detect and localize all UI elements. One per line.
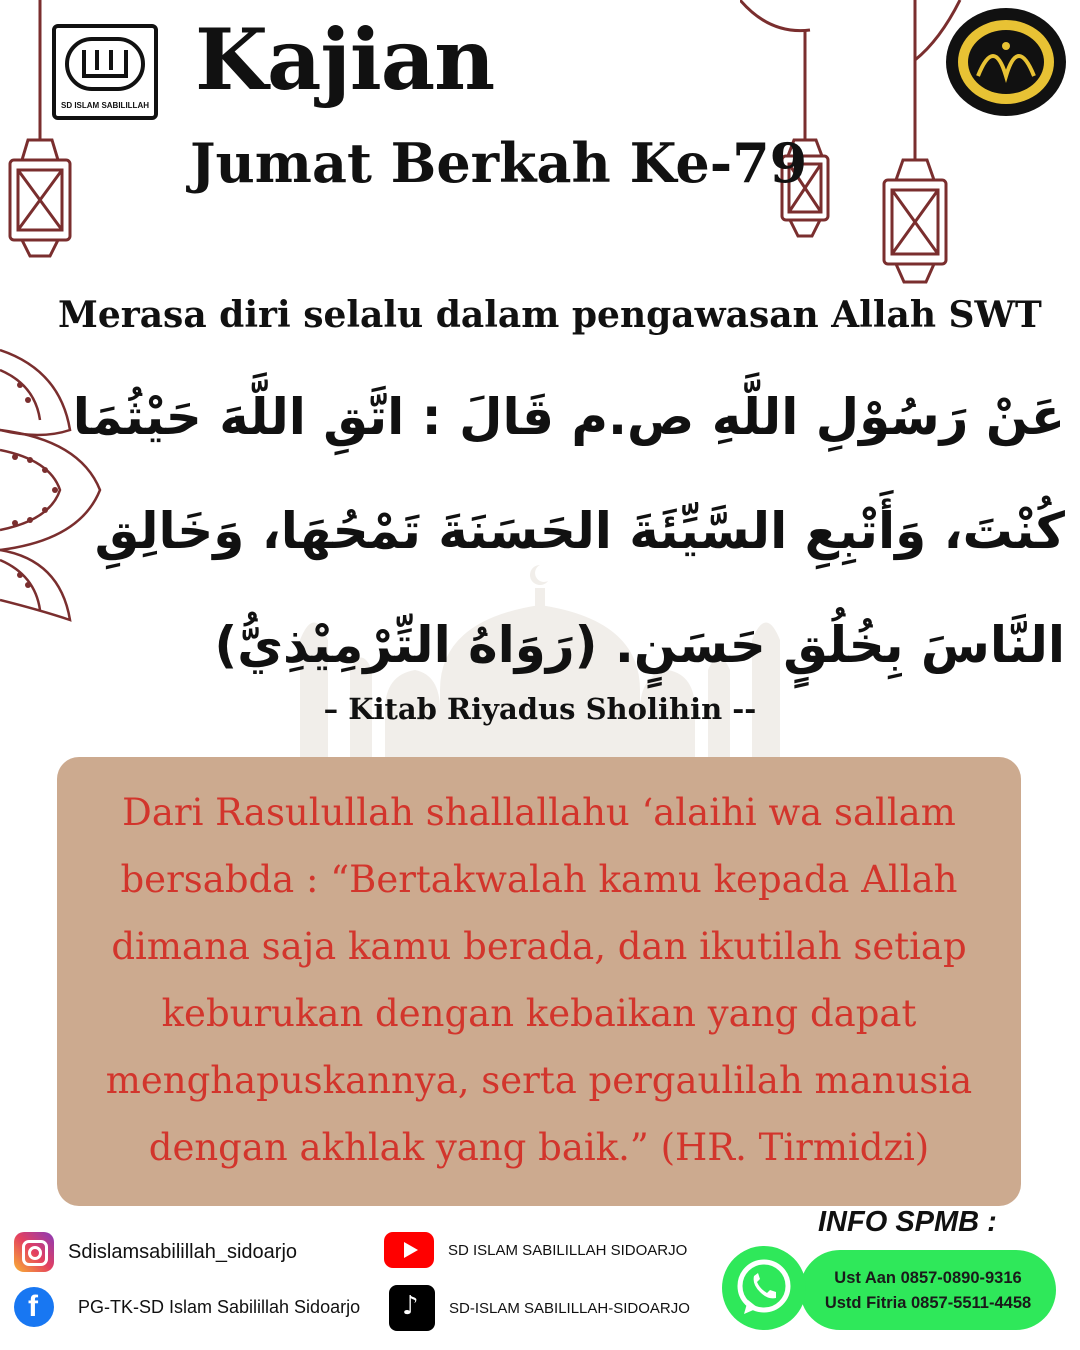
school-logo-caption: SD ISLAM SABILILLAH [61,101,149,110]
whatsapp-contacts [800,1266,1056,1316]
school-logo [52,24,158,120]
translation-text: Dari Rasulullah shallallahu ‘alaihi wa sallam bersabda : “Bertakwalah kamu kepada Allah dimana saja kamu berada, dan ikutilah setiap keburukan dengan kebaikan yang dapat menghapuskannya, serta pergaulilah manusia dengan akhlak yang baik.” (HR. Tirmidzi) [105,791,973,1169]
facebook-link[interactable] [14,1287,360,1327]
school-logo-icon [64,36,146,92]
contact-fitria: Ustd Fitria 0857-5511-4458 [824,1294,1032,1312]
translation-card [57,757,1021,1206]
tiktok-account: SD-ISLAM SABILILLAH-SIDOARJO [449,1299,690,1317]
info-spmb-heading: INFO SPMB : [818,1206,997,1238]
tiktok-icon: ♪ [389,1285,435,1331]
instagram-link[interactable] [14,1232,297,1272]
facebook-icon: f [14,1287,54,1327]
youtube-channel: SD ISLAM SABILILLAH SIDOARJO [448,1241,688,1259]
contact-aan: Ust Aan 0857-0890-9316 [834,1269,1022,1287]
page-subtitle: Jumat Berkah Ke-79 [190,131,808,195]
hadith-arabic-text: عَنْ رَسُوْلِ اللَّهِ ص.م قَالَ : اتَّقِ اللَّهَ حَيْثُمَا كُنْتَ، وَأَتْبِعِ السَّيِّئَةَ الحَسَنَةَ تَمْحُهَا، وَخَالِقِ النَّاسَ بِخُلُقٍ حَسَنٍ. (رَوَاهُ التِّرْمِيْذِيُّ) [72,388,1065,674]
theme-heading: Merasa diri selalu dalam pengawasan Allah SWT [58,294,1042,336]
youtube-link[interactable] [384,1232,687,1268]
page-title: Kajian [195,10,495,109]
facebook-page: PG-TK-SD Islam Sabilillah Sidoarjo [78,1296,361,1317]
youtube-icon [384,1232,434,1268]
whatsapp-contact-box[interactable] [800,1250,1056,1330]
source-reference: – Kitab Riyadus Sholihin -- [323,692,757,726]
whatsapp-icon[interactable] [722,1246,806,1330]
emblem-icon [944,6,1068,118]
tiktok-link[interactable] [389,1285,690,1331]
lantern-icon [740,0,830,250]
instagram-icon [14,1232,54,1272]
instagram-handle: Sdislamsabilillah_sidoarjo [68,1240,298,1263]
